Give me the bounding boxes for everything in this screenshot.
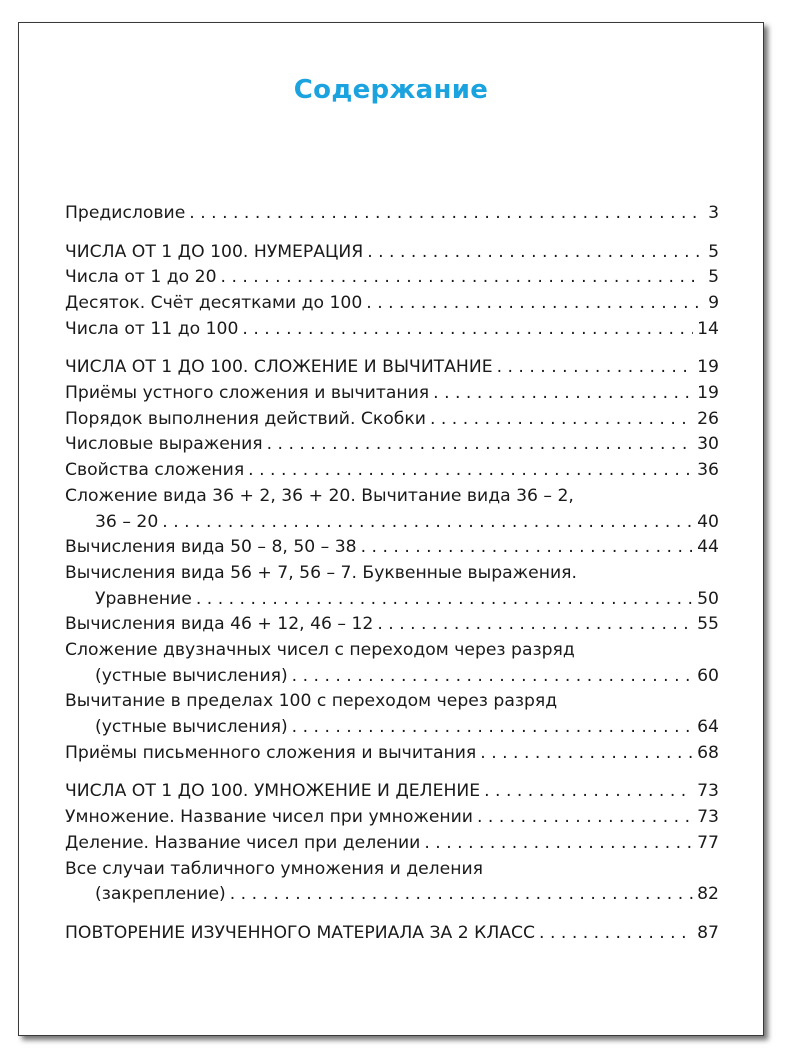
toc-entry-title: Вычисления вида 46 + 12, 46 – 12 [65, 614, 374, 635]
toc-entry [65, 882, 719, 908]
book-page [18, 22, 764, 1036]
toc-entry [65, 805, 719, 831]
toc-entry [65, 612, 719, 638]
dot-leader [248, 458, 693, 484]
toc-entry-title: Числа от 11 до 100 [65, 318, 239, 339]
toc-entry-first-line: Сложение вида 36 + 2, 36 + 20. Вычитание вида 36 – 2, [65, 485, 574, 506]
dot-leader [162, 510, 693, 536]
toc-entry [65, 381, 719, 407]
toc-entry-title: Предисловие [65, 202, 186, 223]
toc-page-number: 44 [697, 537, 719, 558]
dot-leader [477, 805, 693, 831]
dot-leader [196, 587, 693, 613]
toc-entry [65, 741, 719, 767]
toc-entry-title: Вычисления вида 50 – 8, 50 – 38 [65, 537, 357, 558]
dot-leader [539, 921, 693, 947]
toc-entry-title: Умножение. Название чисел при умножении [65, 807, 473, 828]
toc-page-number: 9 [708, 293, 719, 314]
toc-entry-title: ЧИСЛА ОТ 1 ДО 100. УМНОЖЕНИЕ И ДЕЛЕНИЕ [65, 781, 481, 802]
dot-leader [267, 432, 694, 458]
toc-page-number: 30 [697, 434, 719, 455]
toc-entry-title: Приёмы письменного сложения и вычитания [65, 742, 477, 763]
toc-page-number: 5 [708, 267, 719, 288]
toc-entry-title: Числа от 1 до 20 [65, 267, 217, 288]
toc-entry [65, 291, 719, 317]
dot-leader [484, 779, 693, 805]
toc-page-number: 82 [697, 884, 719, 905]
toc-page-number: 87 [697, 922, 719, 943]
toc-page-number: 36 [697, 460, 719, 481]
dot-leader [221, 265, 703, 291]
toc-entry-title: ПОВТОРЕНИЕ ИЗУЧЕННОГО МАТЕРИАЛА ЗА 2 КЛАСС [65, 922, 536, 943]
toc-entry-title: Десяток. Счёт десятками до 100 [65, 293, 363, 314]
dot-leader [424, 831, 693, 857]
dot-leader [377, 612, 693, 638]
toc-page-number: 26 [697, 408, 719, 429]
toc-page-number: 50 [697, 588, 719, 609]
toc-entry [65, 587, 719, 613]
toc-entry-title: Порядок выполнения действий. Скобки [65, 408, 426, 429]
toc-section-heading [65, 779, 719, 805]
dot-leader [366, 291, 703, 317]
toc-page-number: 73 [697, 807, 719, 828]
toc-entry [65, 715, 719, 741]
toc-entry-first-line: Вычитание в пределах 100 с переходом через разряд [65, 691, 558, 712]
toc-entry-title: (закрепление) [95, 884, 226, 905]
toc-entry-title: Уравнение [95, 588, 192, 609]
dot-leader [430, 407, 693, 433]
toc-entry-title: ЧИСЛА ОТ 1 ДО 100. НУМЕРАЦИЯ [65, 241, 364, 262]
toc-page-number: 5 [708, 241, 719, 262]
toc-page-number: 14 [697, 318, 719, 339]
toc-section-heading [65, 355, 719, 381]
toc-page-number: 40 [697, 511, 719, 532]
toc-entry-title: (устные вычисления) [95, 717, 288, 738]
dot-leader [433, 381, 693, 407]
dot-leader [292, 715, 693, 741]
toc-entry [65, 535, 719, 561]
toc-entry-title: Деление. Название чисел при делении [65, 832, 421, 853]
toc-page-number: 73 [697, 781, 719, 802]
toc-page-number: 19 [697, 383, 719, 404]
toc-entry [65, 433, 719, 459]
dot-leader [497, 355, 694, 381]
dot-leader [480, 741, 693, 767]
dot-leader [230, 882, 693, 908]
toc-entry [65, 831, 719, 857]
toc-entry [65, 265, 719, 291]
toc-entry [65, 458, 719, 484]
toc-entry-first-line: Вычисления вида 56 + 7, 56 – 7. Буквенные выражения. [65, 562, 577, 583]
dot-leader [361, 535, 694, 561]
toc-page-number: 77 [697, 832, 719, 853]
toc-page-number: 3 [708, 202, 719, 223]
toc-entry-title: ЧИСЛА ОТ 1 ДО 100. СЛОЖЕНИЕ И ВЫЧИТАНИЕ [65, 357, 493, 378]
table-of-contents [65, 201, 719, 947]
page-title: Содержание [293, 75, 489, 105]
toc-entry [65, 510, 719, 536]
dot-leader [367, 240, 703, 266]
toc-page-number: 60 [697, 665, 719, 686]
dot-leader [292, 664, 693, 690]
toc-entry-title: Приёмы устного сложения и вычитания [65, 383, 430, 404]
toc-section-heading [65, 921, 719, 947]
toc-page-number: 19 [697, 357, 719, 378]
toc-entry-first-line: Сложение двузначных чисел с переходом через разряд [65, 640, 575, 660]
toc-page-number: 64 [697, 717, 719, 738]
toc-page-number: 68 [697, 742, 719, 763]
toc-entry-first-line: Все случаи табличного умножения и деления [65, 858, 483, 879]
dot-leader [189, 201, 703, 227]
toc-entry-title: Свойства сложения [65, 460, 245, 481]
toc-entry-title: (устные вычисления) [95, 665, 288, 686]
toc-entry [65, 664, 719, 690]
toc-section-heading [65, 240, 719, 266]
toc-entry-title: Числовые выражения [65, 434, 263, 455]
toc-page-number: 55 [697, 614, 719, 635]
toc-entry [65, 201, 719, 227]
toc-entry [65, 317, 719, 343]
toc-entry-title: 36 – 20 [95, 511, 159, 532]
dot-leader [242, 317, 693, 343]
toc-entry [65, 407, 719, 433]
